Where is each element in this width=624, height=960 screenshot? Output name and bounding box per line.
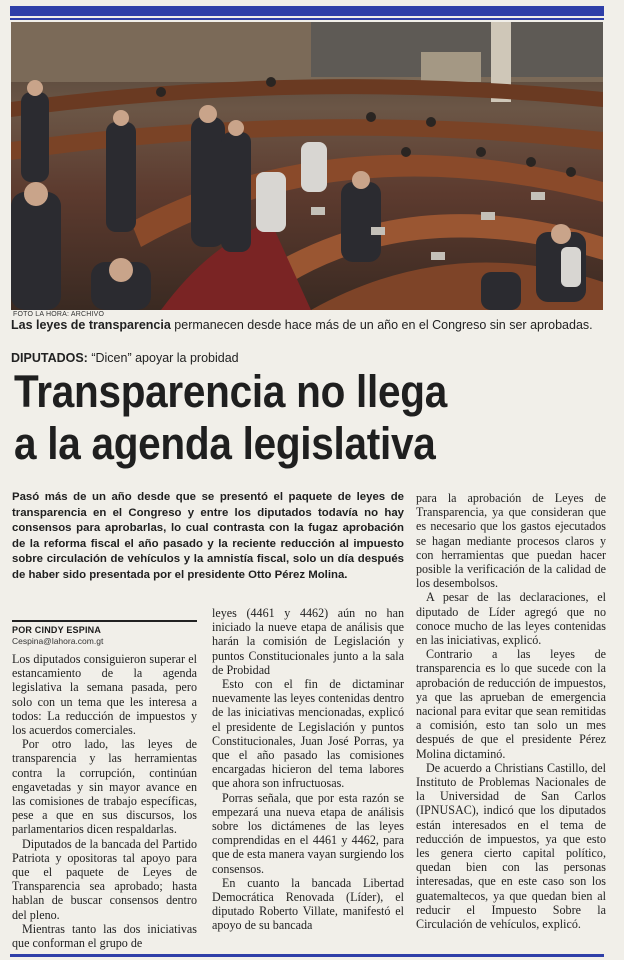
lede-paragraph: Pasó más de un año desde que se presentó el paquete de leyes de transparencia en el Congreso y entre los diputados todavía no hay consensos para aprobarlas, lo cual contrasta con la fugaz aprobación de la reforma fiscal el año pasado y la reciente reducción al impuesto sobre circulación de vehículos y la amnistía fiscal, solo un día después de haber sido presentada por el presidente Otto Pérez Molina.	[12, 491, 404, 581]
congress-chamber-photo	[11, 22, 603, 310]
caption-rest: permanecen desde hace más de un año en el Congreso sin ser aprobadas.	[170, 318, 593, 332]
col2-paragraph: leyes (4461 y 4462) aún no han iniciado la nueve etapa de análisis que harán la comisión de Legislación y puntos Constitucionales junto a la sala de Probidad	[212, 606, 404, 677]
col3-paragraph: De acuerdo a Christians Castillo, del Instituto de Problemas Nacionales de la Universidad de San Carlos (IPNUSAC), indicó que los diputados están interesados en el tema de reducción de impuestos, ya que esto les genera cierto capital político, quedan bien con las personas interesadas, que en este caso son los guatemaltecos, ya que quedan bien al reducir el Impuesto Sobre la Circulación de vehículos, explicó.	[416, 760, 606, 932]
bottom-blue-rule	[10, 954, 604, 957]
byline	[12, 620, 197, 646]
headline-line-2: a la agenda legislativa	[14, 418, 436, 469]
article-column-2	[212, 606, 404, 933]
article-column-1	[12, 652, 197, 950]
col1-paragraph: Por otro lado, las leyes de transparencia y las herramientas contra la corrupción, continúan engavetadas y sin mayor avance en las comisiones de trabajo específicas, pese a que en sus discursos, los parlamentarios dicen respaldarlas.	[12, 737, 197, 837]
col1-paragraph: Los diputados consiguieron superar el estancamiento de la agenda legislativa la semana pasada, pero solo con un tema que les interesa a todos: La reducción de impuestos y los acuerdos comerciales.	[12, 652, 197, 738]
headline-line-1: Transparencia no llega	[14, 366, 447, 417]
legislative-chamber-photo	[11, 22, 603, 310]
photo-credit: FOTO LA HORA: ARCHIVO	[13, 311, 105, 318]
top-blue-thin-rule	[10, 18, 604, 20]
caption-bold: Las leyes de transparencia	[11, 318, 171, 332]
col1-paragraph: Diputados de la bancada del Partido Patriota y opositoras tal apoyo para que el paquete de Leyes de Transparencia sea aprobado; hasta hablan de buscar consensos dentro del pleno.	[12, 836, 197, 922]
kicker	[11, 351, 239, 365]
col3-paragraph: Contrario a las leyes de transparencia es lo que sucede con la aprobación de reducción de impuestos, ya que las aprueban de emergencia nacional para evitar que sean remitidas a comisión, esto tan solo un mes después de que el presidente Pérez Molina dictaminó.	[416, 647, 606, 761]
photo-caption	[11, 318, 603, 333]
col3-paragraph: A pesar de las declaraciones, el diputado de Líder agregó que no conoce mucho de las leyes contenidas en las iniciativas, explicó.	[416, 590, 606, 648]
col3-paragraph: para la aprobación de Leyes de Transparencia, ya que consideran que es necesario que los gastos ejecutados se hagan mediante procesos claros y con herramientas que puedan hacer posible la verificación de la calidad de los desembolsos.	[416, 491, 606, 591]
headline	[14, 366, 545, 470]
byline-email: Cespina@lahora.com.gt	[12, 636, 104, 646]
col2-paragraph: Porras señala, que por esta razón se empezará una nueva etapa de análisis sobre los dictámenes de las leyes comprendidas en el 4461 y 4462, para que de esta manera vayan surgiendo los consensos.	[212, 790, 404, 876]
kicker-label: DIPUTADOS:	[11, 351, 88, 365]
col2-paragraph: En cuanto la bancada Libertad Democrática Renovada (Líder), el diputado Roberto Villate, manifestó el apoyo de su bancada	[212, 875, 404, 933]
col1-paragraph: Mientras tanto las dos iniciativas que conforman el grupo de	[12, 921, 197, 951]
kicker-text: “Dicen” apoyar la probidad	[87, 351, 239, 365]
article-column-3	[416, 491, 606, 931]
col2-paragraph: Esto con el fin de dictaminar nuevamente las leyes contenidas dentro de las iniciativas mencionadas, explicó el presidente de Legislación y puntos Constitucionales, Juan José Porras, ya que el año pasado las comisiones encargadas hicieron del tema labores que ahora son infructuosas.	[212, 677, 404, 791]
byline-rule	[12, 620, 197, 622]
top-blue-rule	[10, 6, 604, 16]
byline-author: POR CINDY ESPINA	[12, 625, 102, 635]
